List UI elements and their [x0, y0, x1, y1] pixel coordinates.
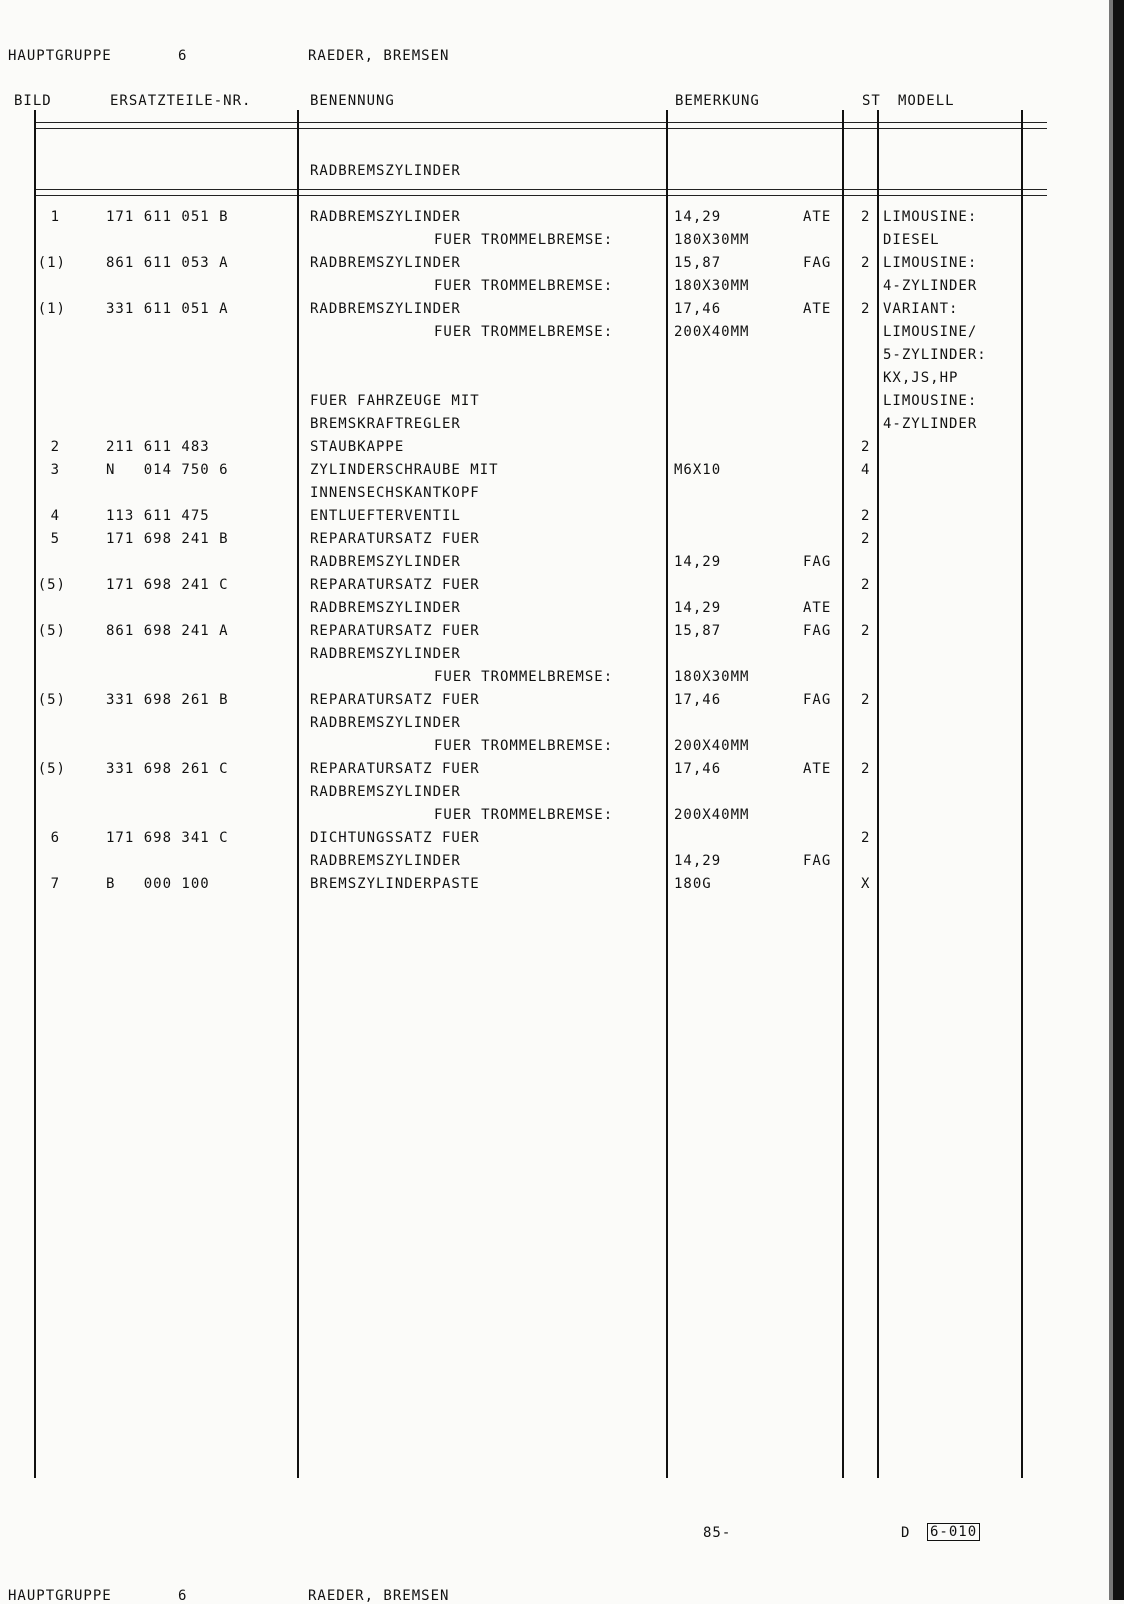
maker: FAG — [803, 853, 832, 869]
quantity: 2 — [861, 209, 871, 225]
model: 5-ZYLINDER: — [883, 347, 987, 363]
part-name: FUER TROMMELBREMSE: — [434, 324, 614, 340]
part-name: STAUBKAPPE — [310, 439, 405, 455]
page-number: 85- — [703, 1525, 732, 1541]
bild-number: (1) — [37, 255, 66, 271]
part-number: 113 611 475 — [106, 508, 210, 524]
bild-number: (5) — [37, 692, 66, 708]
group-number: 6 — [178, 48, 188, 64]
model: LIMOUSINE: — [883, 209, 978, 225]
quantity: 4 — [861, 462, 871, 478]
section-rule — [34, 189, 1047, 196]
bild-number: 4 — [50, 508, 60, 524]
part-name: REPARATURSATZ FUER — [310, 623, 480, 639]
maker: ATE — [803, 209, 832, 225]
quantity: 2 — [861, 692, 871, 708]
part-name: INNENSECHSKANTKOPF — [310, 485, 480, 501]
part-name: FUER TROMMELBREMSE: — [434, 738, 614, 754]
quantity: 2 — [861, 761, 871, 777]
bild-number: 3 — [50, 462, 60, 478]
remark: 17,46 — [674, 301, 722, 317]
remark: 200X40MM — [674, 324, 750, 340]
maker: FAG — [803, 692, 832, 708]
bild-number: 7 — [50, 876, 60, 892]
model: LIMOUSINE: — [883, 393, 978, 409]
part-number: N 014 750 6 — [106, 462, 229, 478]
bild-number: (1) — [37, 301, 66, 317]
part-number: B 000 100 — [106, 876, 210, 892]
remark: 14,29 — [674, 209, 722, 225]
bild-number: (5) — [37, 577, 66, 593]
part-name: RADBREMSZYLINDER — [310, 209, 461, 225]
remark: 14,29 — [674, 554, 722, 570]
part-name: RADBREMSZYLINDER — [310, 646, 461, 662]
group-number: 6 — [178, 1588, 188, 1604]
part-name: FUER TROMMELBREMSE: — [434, 669, 614, 685]
group-label: HAUPTGRUPPE — [8, 1588, 112, 1604]
part-number: 861 698 241 A — [106, 623, 229, 639]
model: VARIANT: — [883, 301, 959, 317]
quantity: 2 — [861, 531, 871, 547]
column-divider — [1021, 110, 1023, 1478]
bild-number: (5) — [37, 623, 66, 639]
remark: 180X30MM — [674, 278, 750, 294]
quantity: 2 — [861, 830, 871, 846]
maker: ATE — [803, 600, 832, 616]
col-remark: BEMERKUNG — [675, 93, 760, 109]
col-model: MODELL — [898, 93, 955, 109]
part-name: REPARATURSATZ FUER — [310, 692, 480, 708]
part-name: FUER TROMMELBREMSE: — [434, 278, 614, 294]
column-divider — [666, 110, 668, 1478]
model: DIESEL — [883, 232, 940, 248]
group-label: HAUPTGRUPPE — [8, 48, 112, 64]
col-part-no: ERSATZTEILE-NR. — [110, 93, 252, 109]
remark: 14,29 — [674, 600, 722, 616]
quantity: 2 — [861, 577, 871, 593]
column-divider — [842, 110, 844, 1478]
language-code: D — [901, 1525, 911, 1541]
quantity: 2 — [861, 508, 871, 524]
part-name: BREMSKRAFTREGLER — [310, 416, 461, 432]
part-name: FUER TROMMELBREMSE: — [434, 807, 614, 823]
part-number: 331 611 051 A — [106, 301, 229, 317]
part-name: FUER TROMMELBREMSE: — [434, 232, 614, 248]
remark: 15,87 — [674, 255, 722, 271]
part-number: 171 698 241 B — [106, 531, 229, 547]
remark: 200X40MM — [674, 807, 750, 823]
part-name: RADBREMSZYLINDER — [310, 853, 461, 869]
bild-number: 6 — [50, 830, 60, 846]
model: 4-ZYLINDER — [883, 416, 978, 432]
remark: M6X10 — [674, 462, 722, 478]
part-name: RADBREMSZYLINDER — [310, 715, 461, 731]
column-divider — [877, 110, 879, 1478]
model: LIMOUSINE/ — [883, 324, 978, 340]
part-name: RADBREMSZYLINDER — [310, 301, 461, 317]
part-number: 171 698 241 C — [106, 577, 229, 593]
scan-edge — [1113, 0, 1124, 1600]
quantity: 2 — [861, 301, 871, 317]
remark: 180G — [674, 876, 712, 892]
part-number: 211 611 483 — [106, 439, 210, 455]
part-name: ENTLUEFTERVENTIL — [310, 508, 461, 524]
part-number: 331 698 261 C — [106, 761, 229, 777]
part-number: 171 611 051 B — [106, 209, 229, 225]
part-name: REPARATURSATZ FUER — [310, 577, 480, 593]
bild-number: 2 — [50, 439, 60, 455]
model: LIMOUSINE: — [883, 255, 978, 271]
column-divider — [297, 110, 299, 1478]
maker: ATE — [803, 301, 832, 317]
part-name: RADBREMSZYLINDER — [310, 784, 461, 800]
maker: FAG — [803, 554, 832, 570]
part-name: RADBREMSZYLINDER — [310, 255, 461, 271]
header-rule — [34, 122, 1047, 129]
part-name: FUER FAHRZEUGE MIT — [310, 393, 480, 409]
remark: 180X30MM — [674, 232, 750, 248]
quantity: 2 — [861, 623, 871, 639]
maker: FAG — [803, 255, 832, 271]
part-name: ZYLINDERSCHRAUBE MIT — [310, 462, 499, 478]
maker: ATE — [803, 761, 832, 777]
part-number: 861 611 053 A — [106, 255, 229, 271]
quantity: 2 — [861, 255, 871, 271]
part-name: REPARATURSATZ FUER — [310, 531, 480, 547]
remark: 17,46 — [674, 761, 722, 777]
col-bild: BILD — [14, 93, 52, 109]
section-title: RADBREMSZYLINDER — [310, 163, 461, 179]
quantity: 2 — [861, 439, 871, 455]
quantity: X — [861, 876, 871, 892]
remark: 180X30MM — [674, 669, 750, 685]
maker: FAG — [803, 623, 832, 639]
part-name: RADBREMSZYLINDER — [310, 554, 461, 570]
bild-number: (5) — [37, 761, 66, 777]
part-number: 171 698 341 C — [106, 830, 229, 846]
page-reference: 6-010 — [927, 1523, 980, 1541]
model: 4-ZYLINDER — [883, 278, 978, 294]
part-name: BREMSZYLINDERPASTE — [310, 876, 480, 892]
col-qty: ST — [862, 93, 881, 109]
remark: 14,29 — [674, 853, 722, 869]
remark: 17,46 — [674, 692, 722, 708]
part-name: RADBREMSZYLINDER — [310, 600, 461, 616]
bild-number: 5 — [50, 531, 60, 547]
bild-number: 1 — [50, 209, 60, 225]
remark: 200X40MM — [674, 738, 750, 754]
remark: 15,87 — [674, 623, 722, 639]
col-name: BENENNUNG — [310, 93, 395, 109]
group-title: RAEDER, BREMSEN — [308, 48, 450, 64]
model: KX,JS,HP — [883, 370, 959, 386]
part-name: DICHTUNGSSATZ FUER — [310, 830, 480, 846]
part-name: REPARATURSATZ FUER — [310, 761, 480, 777]
part-number: 331 698 261 B — [106, 692, 229, 708]
group-title: RAEDER, BREMSEN — [308, 1588, 450, 1604]
